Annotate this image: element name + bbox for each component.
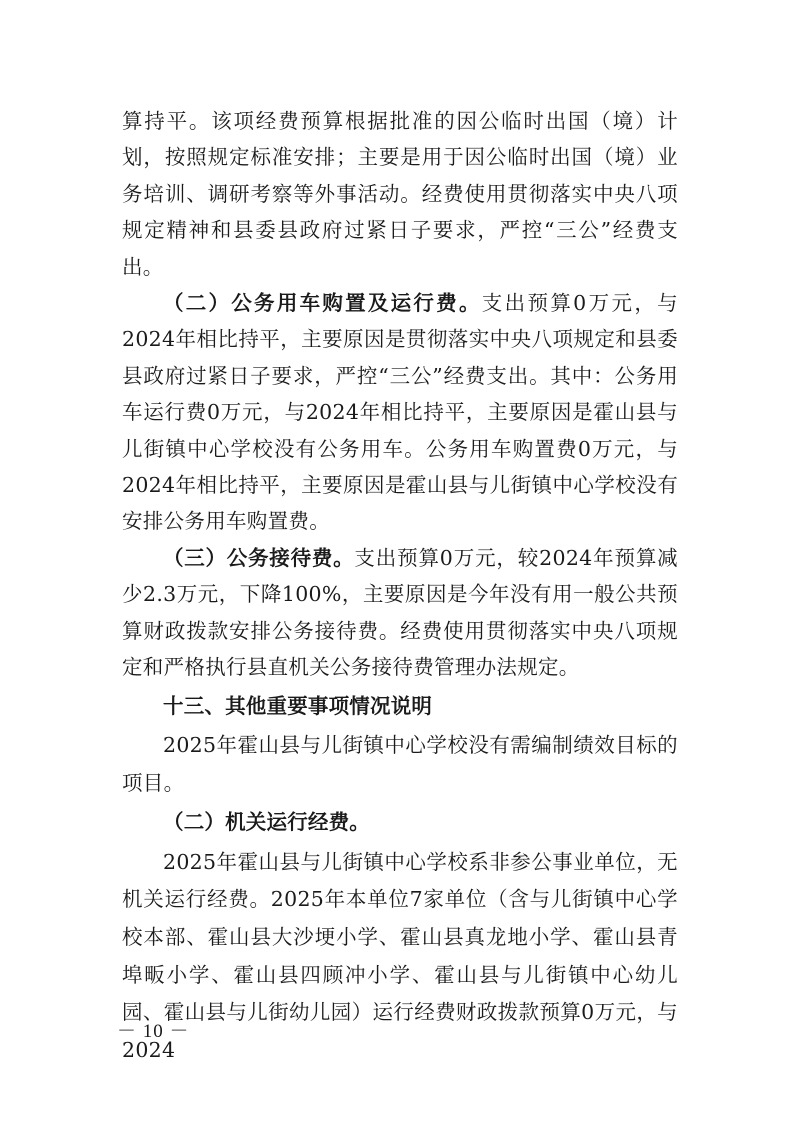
paragraph-operating-costs: 2025年霍山县与儿街镇中心学校系非参公事业单位，无机关运行经费。2025年本单位7家单位（含与儿街镇中心学校本部、霍山县大沙埂小学、霍山县真龙地小学、霍山县青埠畈小学、霍山县四顾冲小学、霍山县与儿街镇中心幼儿园、霍山县与儿街幼儿园）运行经费财政拨款预算0万元，与2024 bbox=[122, 849, 678, 1062]
heading-reception-costs: （三）公务接待费。 bbox=[163, 545, 355, 570]
body-text bbox=[122, 103, 678, 1069]
heading-operating-costs: （二）机关运行经费。 bbox=[163, 810, 370, 835]
reception-costs-body: 支出预算0万元，较2024年预算减少2.3万元，下降100%，主要原因是今年没有用一般公共预算财政拨款安排公务接待费。经费使用贯彻落实中央八项规定和严格执行县直机关公务接待费管理办法规定。 bbox=[122, 545, 678, 680]
paragraph-vehicle-costs bbox=[122, 285, 678, 540]
section-heading-other-matters: 十三、其他重要事项情况说明 bbox=[163, 693, 433, 718]
paragraph-performance-goals: 2025年霍山县与儿街镇中心学校没有需编制绩效目标的项目。 bbox=[122, 733, 678, 795]
paragraph-travel-abroad: 算持平。该项经费预算根据批准的因公临时出国（境）计划，按照规定标准安排；主要是用于因公临时出国（境）业务培训、调研考察等外事活动。经费使用贯彻落实中央八项规定精神和县委县政府过紧日子要求，严控“三公”经费支出。 bbox=[122, 109, 678, 279]
paragraph-reception-costs bbox=[122, 540, 678, 686]
vehicle-costs-body: 支出预算0万元，与2024年相比持平，主要原因是贯彻落实中央八项规定和县委县政府过紧日子要求，严控“三公”经费支出。其中：公务用车运行费0万元，与2024年相比持平，主要原因是霍山县与儿街镇中心学校没有公务用车。公务用车购置费0万元，与2024年相比持平，主要原因是霍山县与儿街镇中心学校没有安排公务用车购置费。 bbox=[122, 291, 678, 534]
heading-vehicle-costs: （二）公务用车购置及运行费。 bbox=[163, 291, 482, 316]
page-number: － 10 － bbox=[117, 1021, 190, 1042]
